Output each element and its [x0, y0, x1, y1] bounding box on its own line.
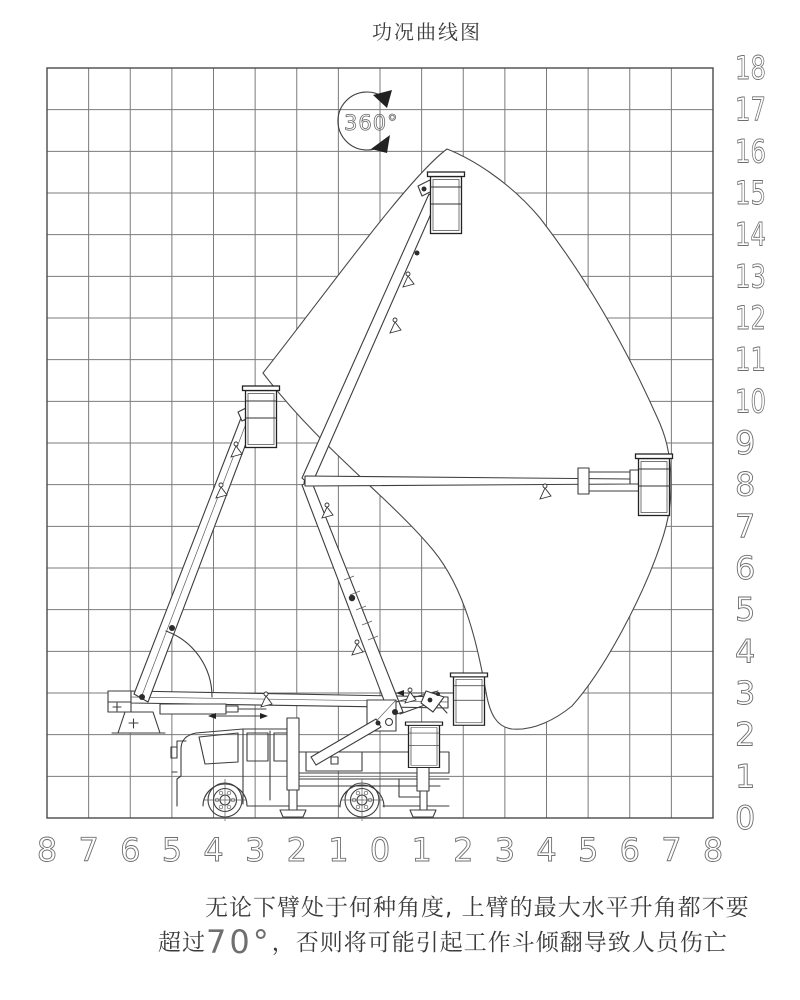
y-axis-label: 12 [735, 299, 766, 338]
x-axis-label: 7 [78, 831, 99, 869]
y-axis-label: 3 [735, 674, 756, 713]
truck-door-window [247, 733, 268, 761]
x-axis-label: 2 [453, 831, 474, 869]
truck-wheel-rear [341, 779, 383, 821]
page-title: 功况曲线图 [372, 20, 482, 44]
y-axis-label: 10 [735, 382, 766, 421]
y-axis-label: 0 [735, 799, 756, 838]
x-axis-label: 6 [619, 831, 640, 869]
warning-line-1: 无论下臂处于何种角度, 上臂的最大水平升角都不要 [205, 895, 750, 921]
rotation-arrow-top-icon [373, 90, 392, 108]
y-axis-label: 8 [735, 465, 756, 504]
x-axis-label: 7 [661, 831, 682, 869]
y-axis-label: 11 [735, 340, 766, 379]
x-axis-label: 4 [203, 831, 224, 869]
y-axis-label: 4 [735, 632, 756, 671]
bucket-stowed-position [406, 722, 443, 768]
warning-line-2-prefix: 超过 [158, 930, 206, 956]
x-axis-label: 8 [702, 831, 724, 869]
x-axis-label: 6 [120, 831, 141, 869]
lower-boom-raised [302, 480, 403, 716]
x-axis-label: 1 [411, 831, 432, 869]
y-axis-label: 7 [735, 507, 756, 546]
y-axis-label: 15 [735, 174, 766, 213]
y-axis-label: 6 [735, 549, 756, 588]
y-axis-label: 18 [735, 49, 766, 87]
y-axis [735, 49, 766, 837]
y-axis-label: 5 [735, 590, 756, 629]
bucket-rear-raised-position [451, 673, 488, 725]
truck-wheel-front [204, 779, 246, 821]
rotation-label: 360° [344, 111, 399, 135]
y-axis-label: 2 [735, 715, 756, 754]
x-axis-label: 5 [577, 831, 599, 869]
x-axis-label: 4 [536, 831, 557, 869]
bucket-left-position [243, 386, 280, 448]
elevation-angle-arc [166, 631, 212, 697]
warning-line-2 [158, 923, 728, 961]
truck-mirror [171, 741, 186, 758]
x-axis-label: 3 [244, 831, 266, 869]
bucket-right-position [636, 454, 673, 516]
x-axis [37, 831, 723, 869]
y-axis-label: 13 [735, 257, 766, 296]
x-axis-label: 0 [369, 831, 391, 869]
x-axis-label: 5 [161, 831, 183, 869]
x-axis-label: 1 [328, 831, 349, 869]
y-axis-label: 14 [735, 215, 766, 254]
y-axis-label: 17 [735, 90, 766, 129]
rotation-symbol [338, 90, 399, 153]
x-axis-label: 3 [494, 831, 516, 869]
y-axis-label: 9 [735, 424, 756, 463]
y-axis-label: 16 [735, 132, 766, 171]
x-axis-label: 2 [286, 831, 307, 869]
warning-angle-value: 70° [206, 923, 272, 961]
x-axis-label: 8 [36, 831, 58, 869]
truck-windshield [199, 733, 238, 764]
y-axis-label: 1 [735, 757, 756, 796]
warning-line-2-suffix: ，否则将可能引起工作斗倾翻导致人员伤亡 [271, 930, 728, 956]
bucket-top-position [428, 172, 465, 234]
